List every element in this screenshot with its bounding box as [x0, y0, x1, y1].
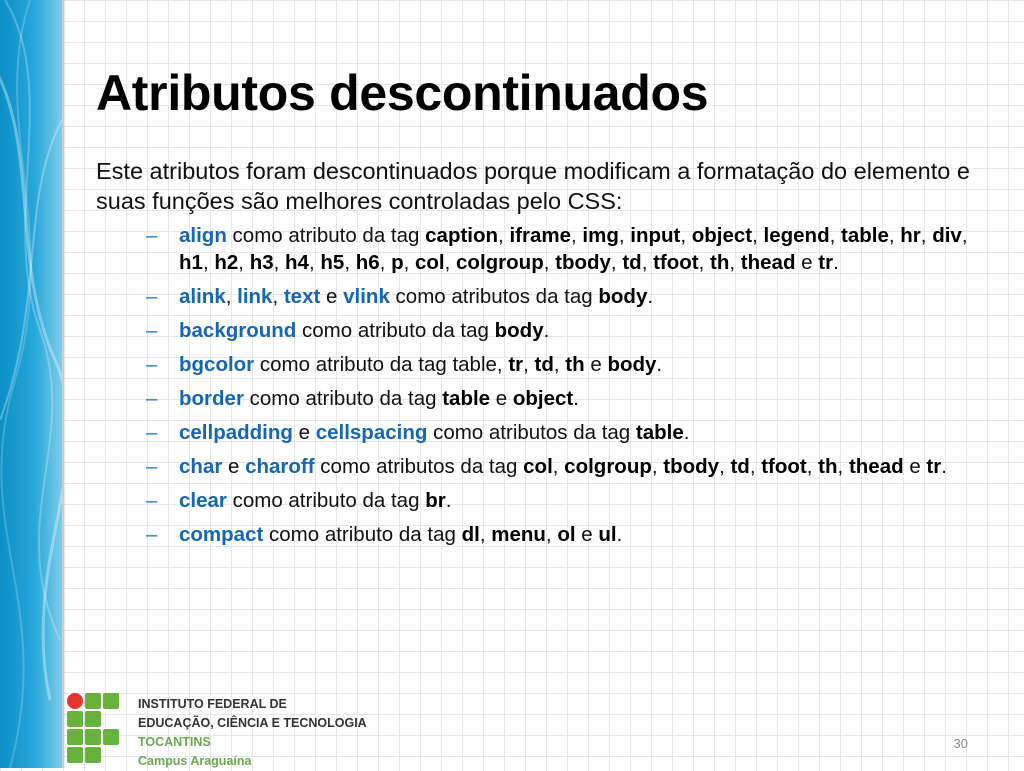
list-text: ,: [479, 523, 492, 546]
tag-name: table: [841, 224, 889, 247]
list-text: ,: [961, 224, 968, 247]
list-text: .: [656, 353, 663, 376]
list-item: [126, 317, 976, 344]
bullet-dash: –: [146, 387, 158, 410]
institution-line-2: EDUCAÇÃO, CIÊNCIA E TECNOLOGIA: [138, 716, 367, 730]
attribute-name: vlink: [343, 285, 390, 308]
tag-name: col: [415, 251, 445, 274]
list-text: ,: [920, 224, 933, 247]
tag-name: colgroup: [456, 251, 544, 274]
bullet-dash: –: [146, 489, 158, 512]
page-number: 30: [953, 736, 968, 751]
list-text: ,: [729, 251, 741, 274]
institution-line-3: TOCANTINS: [138, 735, 211, 749]
list-text: ,: [610, 251, 623, 274]
list-text: como atributo da tag: [296, 319, 495, 342]
tag-name: body: [494, 319, 544, 342]
list-text: ,: [444, 251, 457, 274]
list-text: como atributo da tag: [243, 387, 443, 410]
tag-name: colgroup: [564, 455, 652, 478]
list-text: .: [445, 489, 452, 512]
list-text: e: [292, 421, 316, 444]
tag-name: th: [710, 251, 730, 274]
list-text: ,: [238, 251, 250, 274]
bullet-dash: –: [146, 285, 158, 308]
tag-name: tbody: [555, 251, 611, 274]
tag-name: object: [512, 387, 574, 410]
sidebar-swirl-graphic: [0, 0, 62, 768]
list-text: ,: [344, 251, 356, 274]
list-text: como atributos da tag: [427, 421, 636, 444]
list-text: .: [647, 285, 654, 308]
tag-name: object: [691, 224, 753, 247]
tag-name: h1: [179, 251, 203, 274]
tag-name: ul: [598, 523, 617, 546]
list-text: ,: [272, 285, 284, 308]
list-text: .: [833, 251, 839, 274]
attribute-name: link: [237, 285, 273, 308]
attribute-name: background: [179, 319, 297, 342]
list-text: e: [795, 251, 819, 274]
attribute-name: alink: [179, 285, 226, 308]
list-text: ,: [651, 455, 664, 478]
list-text: ,: [719, 455, 731, 478]
bullet-dash: –: [146, 319, 158, 342]
list-text: e: [584, 353, 608, 376]
tag-name: h2: [214, 251, 239, 274]
list-text: como atributo da tag: [263, 523, 462, 546]
decorative-sidebar: [0, 0, 62, 768]
tag-name: iframe: [509, 224, 571, 247]
list-text: e: [490, 387, 513, 410]
tag-name: thead: [740, 251, 796, 274]
list-text: ,: [273, 251, 286, 274]
list-item: [126, 351, 976, 378]
attribute-name: bgcolor: [179, 353, 255, 376]
tag-name: tr: [926, 455, 942, 478]
bullet-dash: –: [146, 353, 158, 376]
list-text: e: [320, 285, 344, 308]
tag-name: h4: [285, 251, 309, 274]
tag-name: body: [607, 353, 657, 376]
tag-name: table: [442, 387, 491, 410]
list-text: como atributo da tag: [226, 489, 426, 512]
tag-name: h6: [355, 251, 380, 274]
tag-name: col: [523, 455, 553, 478]
list-text: ,: [837, 455, 849, 478]
list-text: ,: [806, 455, 819, 478]
list-item: [126, 521, 976, 548]
tag-name: caption: [425, 224, 499, 247]
list-text: ,: [403, 251, 415, 274]
list-text: .: [573, 387, 579, 410]
tag-name: body: [598, 285, 648, 308]
attribute-name: charoff: [245, 455, 315, 478]
list-text: ,: [498, 224, 510, 247]
tag-name: legend: [763, 224, 830, 247]
list-text: ,: [641, 251, 654, 274]
list-text: ,: [680, 224, 692, 247]
list-text: .: [543, 319, 550, 342]
tag-name: h3: [249, 251, 274, 274]
tag-name: table: [635, 421, 684, 444]
list-item: [126, 419, 976, 446]
list-text: .: [683, 421, 690, 444]
list-text: e: [575, 523, 599, 546]
list-text: ,: [523, 353, 535, 376]
tag-name: tbody: [663, 455, 720, 478]
attribute-name: border: [179, 387, 244, 410]
tag-name: ol: [557, 523, 576, 546]
tag-name: dl: [461, 523, 480, 546]
list-item: [126, 222, 976, 276]
list-item: [126, 453, 976, 480]
sidebar-shadow: [62, 0, 66, 768]
list-text: ,: [552, 455, 565, 478]
institution-name: [138, 695, 367, 771]
list-item: [126, 283, 976, 310]
list-text: ,: [202, 251, 215, 274]
tag-name: td: [534, 353, 554, 376]
list-text: ,: [225, 285, 238, 308]
list-text: ,: [698, 251, 711, 274]
list-text: ,: [829, 224, 842, 247]
attribute-name: clear: [179, 489, 227, 512]
list-text: ,: [570, 224, 583, 247]
list-text: ,: [752, 224, 764, 247]
attribute-name: cellpadding: [179, 421, 293, 444]
tag-name: th: [818, 455, 838, 478]
slide-title: Atributos descontinuados: [96, 65, 709, 121]
list-text: ,: [543, 251, 556, 274]
tag-name: menu: [491, 523, 546, 546]
tag-name: div: [932, 224, 962, 247]
bullet-dash: –: [146, 224, 158, 247]
attribute-name: compact: [179, 523, 264, 546]
tag-name: tfoot: [761, 455, 807, 478]
tag-name: th: [565, 353, 585, 376]
attribute-name: text: [283, 285, 321, 308]
tag-name: h5: [320, 251, 345, 274]
tag-name: input: [630, 224, 681, 247]
bullet-dash: –: [146, 455, 158, 478]
bullet-dash: –: [146, 421, 158, 444]
tag-name: img: [582, 224, 619, 247]
bullet-dash: –: [146, 523, 158, 546]
tag-name: p: [391, 251, 404, 274]
list-text: .: [941, 455, 947, 478]
tag-name: br: [425, 489, 446, 512]
list-text: ,: [888, 224, 901, 247]
institution-line-4: Campus Araguaína: [138, 754, 252, 768]
list-text: e: [903, 455, 927, 478]
tag-name: thead: [848, 455, 904, 478]
list-item: [126, 385, 976, 412]
list-text: .: [616, 523, 623, 546]
list-text: ,: [749, 455, 762, 478]
list-item: [126, 487, 976, 514]
list-text: ,: [553, 353, 566, 376]
tag-name: tr: [818, 251, 834, 274]
tag-name: td: [622, 251, 642, 274]
list-text: ,: [618, 224, 631, 247]
attribute-name: align: [179, 224, 227, 247]
list-text: como atributo da tag table,: [254, 353, 509, 376]
list-text: e: [222, 455, 246, 478]
attribute-name: char: [179, 455, 223, 478]
institution-line-1: INSTITUTO FEDERAL DE: [138, 697, 287, 711]
list-text: como atributos da tag: [389, 285, 599, 308]
tag-name: td: [730, 455, 750, 478]
intro-paragraph: Este atributos foram descontinuados porque modificam a formatação do elemento e suas funções são melhores controladas pelo CSS:: [96, 158, 970, 214]
list-text: ,: [379, 251, 392, 274]
list-text: ,: [545, 523, 558, 546]
attribute-list: [126, 222, 976, 555]
attribute-name: cellspacing: [315, 421, 428, 444]
if-logo-icon: [66, 692, 122, 768]
tag-name: tr: [508, 353, 524, 376]
list-text: como atributo da tag: [226, 224, 426, 247]
tag-name: tfoot: [653, 251, 699, 274]
list-text: ,: [308, 251, 321, 274]
list-text: como atributos da tag: [314, 455, 524, 478]
tag-name: hr: [900, 224, 921, 247]
